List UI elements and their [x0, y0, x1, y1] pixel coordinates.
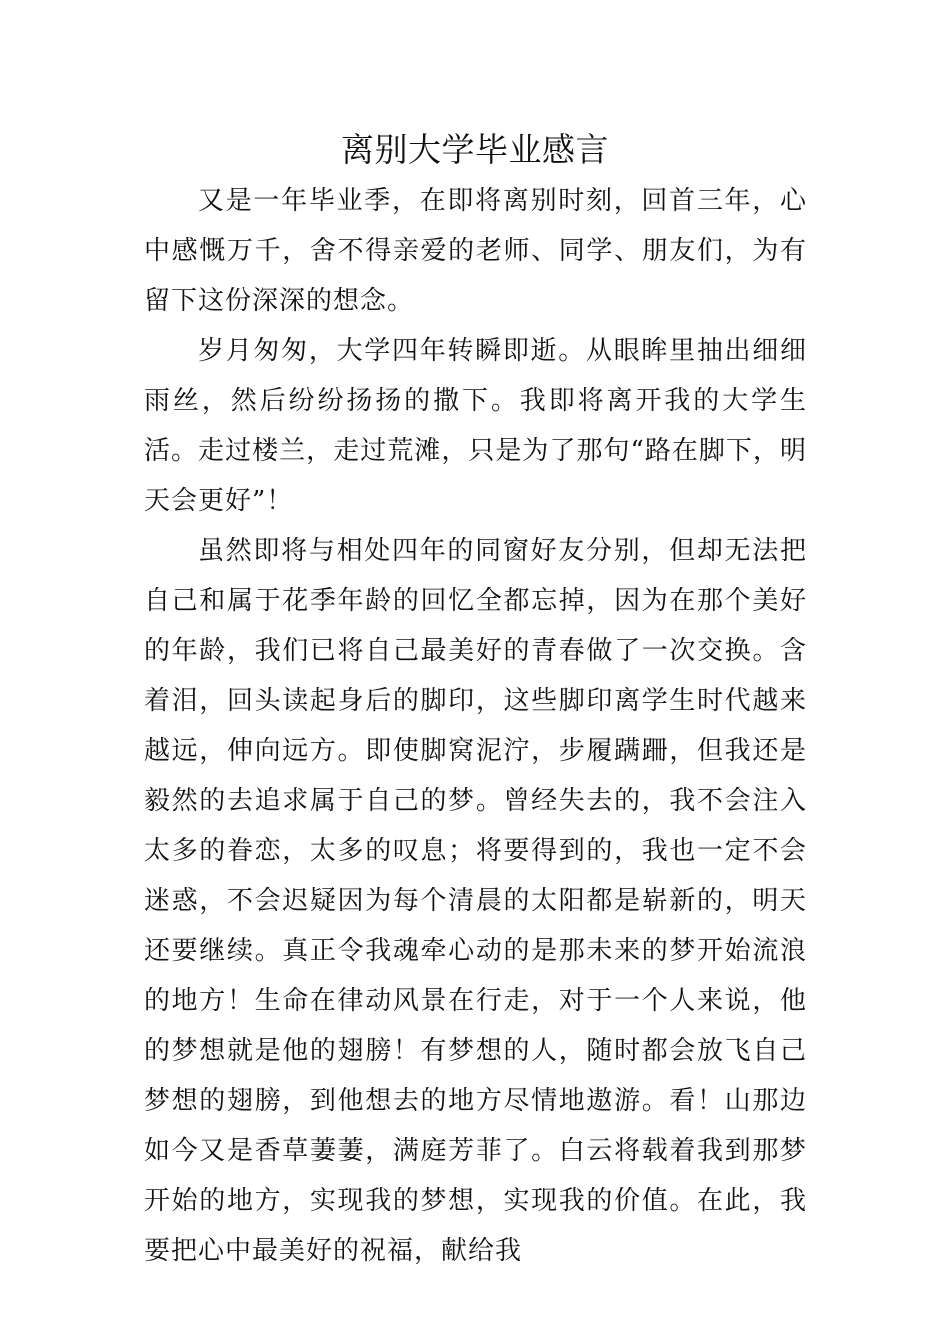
document-title: 离别大学毕业感言 [341, 130, 609, 169]
paragraph-1: 又是一年毕业季，在即将离别时刻，回首三年，心中感慨万千，舍不得亲爱的老师、同学、朋友们，为有留下这份深深的想念。 [144, 186, 807, 316]
paragraph-2: 岁月匆匆，大学四年转瞬即逝。从眼眸里抽出细细雨丝，然后纷纷扬扬的撒下。我即将离开我的大学生活。走过楼兰，走过荒滩，只是为了那句“路在脚下，明天会更好”！ [144, 336, 807, 516]
paragraph-3: 虽然即将与相处四年的同窗好友分别，但却无法把自己和属于花季年龄的回忆全都忘掉，因为在那个美好的年龄，我们已将自己最美好的青春做了一次交换。含着泪，回头读起身后的脚印，这些脚印离学生时代越来越远，伸向远方。即使脚窝泥泞，步履蹒跚，但我还是毅然的去追求属于自己的梦。曾经失去的，我不会注入太多的眷恋，太多的叹息；将要得到的，我也一定不会迷惑，不会迟疑因为每个清晨的太阳都是崭新的，明天还要继续。真正令我魂牵心动的是那未来的梦开始流浪的地方！生命在律动风景在行走，对于一个人来说，他的梦想就是他的翅膀！有梦想的人，随时都会放飞自己梦想的翅膀，到他想去的地方尽情地遨游。看！山那边如今又是香草萋萋，满庭芳菲了。白云将载着我到那梦开始的地方，实现我的梦想，实现我的价值。在此，我要把心中最美好的祝福，献给我 [144, 536, 807, 1266]
document-body [144, 176, 807, 1276]
